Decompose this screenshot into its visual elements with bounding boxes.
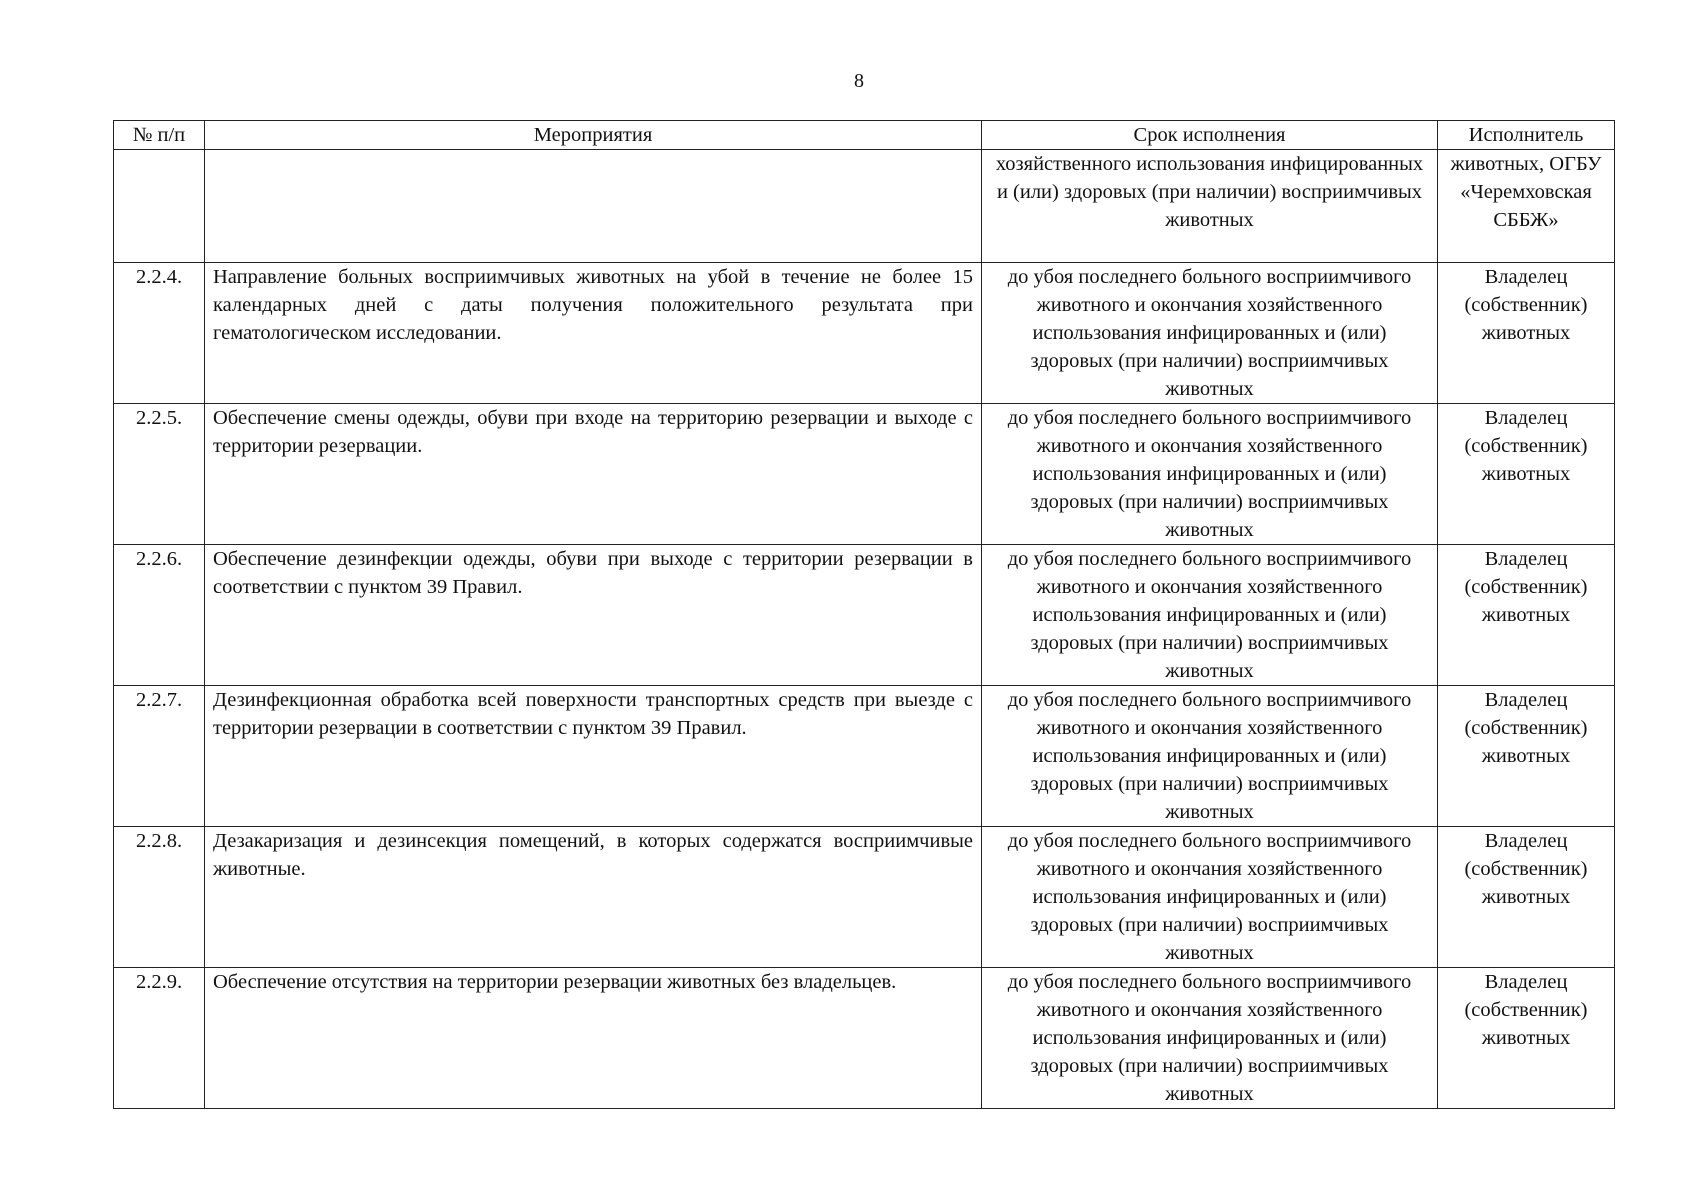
- row-num: 2.2.6.: [114, 545, 205, 686]
- header-activity: Мероприятия: [205, 121, 982, 150]
- row-num: 2.2.5.: [114, 404, 205, 545]
- row-num: 2.2.4.: [114, 263, 205, 404]
- row-executor: Владелец (собственник) животных: [1438, 686, 1615, 827]
- row-activity: Обеспечение дезинфекции одежды, обуви при выходе с территории резервации в соответствии с пунктом 39 Правил.: [205, 545, 982, 686]
- row-activity: Обеспечение отсутствия на территории резервации животных без владельцев.: [205, 968, 982, 1109]
- row-activity: [205, 150, 982, 263]
- row-term: хозяйственного использования инфицированных и (или) здоровых (при наличии) восприимчивых животных: [982, 150, 1438, 263]
- table-row: [114, 686, 1615, 827]
- table-row: [114, 263, 1615, 404]
- table-header-row: [114, 121, 1615, 150]
- row-executor: Владелец (собственник) животных: [1438, 545, 1615, 686]
- table-row: [114, 545, 1615, 686]
- row-term: до убоя последнего больного восприимчивого животного и окончания хозяйственного использования инфицированных и (или) здоровых (при наличии) восприимчивых животных: [982, 827, 1438, 968]
- page-number: 8: [854, 70, 864, 92]
- row-activity: Дезакаризация и дезинсекция помещений, в которых содержатся восприимчивые животные.: [205, 827, 982, 968]
- row-activity: Дезинфекционная обработка всей поверхности транспортных средств при выезде с территории резервации в соответствии с пунктом 39 Правил.: [205, 686, 982, 827]
- measures-table: [113, 120, 1615, 1109]
- row-executor: животных, ОГБУ «Черемховская СББЖ»: [1438, 150, 1615, 263]
- row-term: до убоя последнего больного восприимчивого животного и окончания хозяйственного использования инфицированных и (или) здоровых (при наличии) восприимчивых животных: [982, 263, 1438, 404]
- row-term: до убоя последнего больного восприимчивого животного и окончания хозяйственного использования инфицированных и (или) здоровых (при наличии) восприимчивых животных: [982, 404, 1438, 545]
- row-num: [114, 150, 205, 263]
- header-term: Срок исполнения: [982, 121, 1438, 150]
- row-term: до убоя последнего больного восприимчивого животного и окончания хозяйственного использования инфицированных и (или) здоровых (при наличии) восприимчивых животных: [982, 545, 1438, 686]
- row-num: 2.2.7.: [114, 686, 205, 827]
- row-activity: Обеспечение смены одежды, обуви при входе на территорию резервации и выходе с территории резервации.: [205, 404, 982, 545]
- table-row: [114, 404, 1615, 545]
- row-term: до убоя последнего больного восприимчивого животного и окончания хозяйственного использования инфицированных и (или) здоровых (при наличии) восприимчивых животных: [982, 686, 1438, 827]
- row-num: 2.2.8.: [114, 827, 205, 968]
- header-executor: Исполнитель: [1438, 121, 1615, 150]
- header-num: № п/п: [114, 121, 205, 150]
- row-num: 2.2.9.: [114, 968, 205, 1109]
- row-executor: Владелец (собственник) животных: [1438, 263, 1615, 404]
- row-executor: Владелец (собственник) животных: [1438, 827, 1615, 968]
- row-executor: Владелец (собственник) животных: [1438, 404, 1615, 545]
- table-row-continuation: [114, 150, 1615, 263]
- row-activity: Направление больных восприимчивых животных на убой в течение не более 15 календарных дней с даты получения положительного результата при гематологическом исследовании.: [205, 263, 982, 404]
- row-term: до убоя последнего больного восприимчивого животного и окончания хозяйственного использования инфицированных и (или) здоровых (при наличии) восприимчивых животных: [982, 968, 1438, 1109]
- table-row: [114, 827, 1615, 968]
- table-row: [114, 968, 1615, 1109]
- row-executor: Владелец (собственник) животных: [1438, 968, 1615, 1109]
